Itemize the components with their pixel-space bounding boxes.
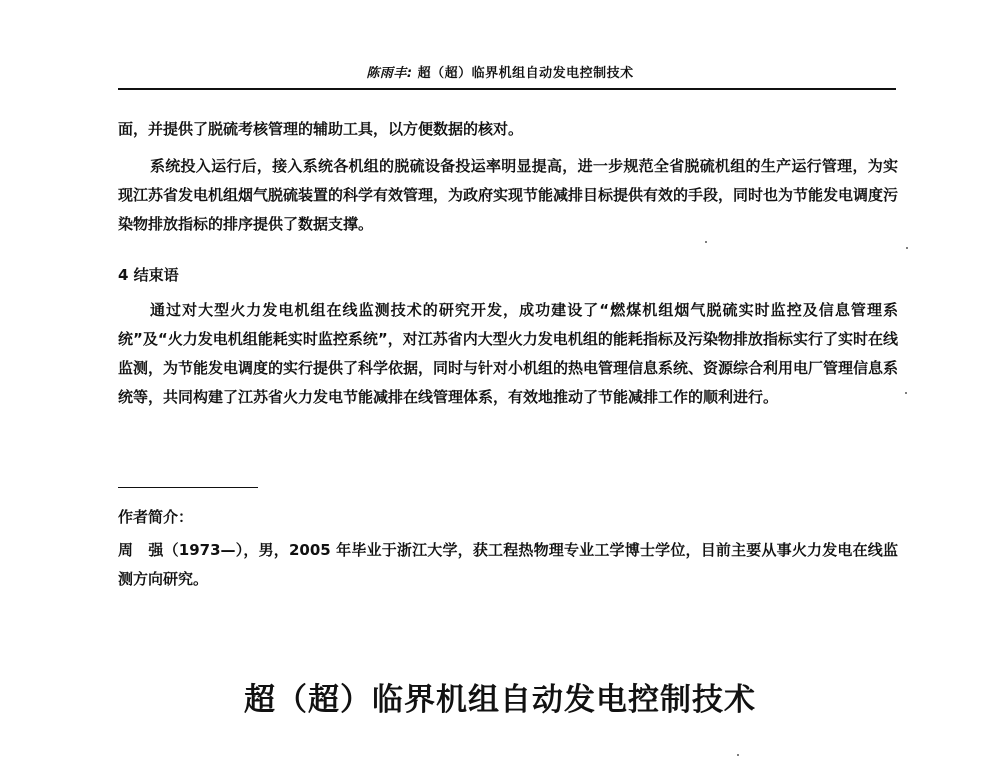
header-rule	[118, 88, 896, 90]
scan-speck	[705, 241, 707, 243]
header-author: 陈雨丰:	[366, 66, 413, 81]
next-article-title: 超（超）临界机组自动发电控制技术	[244, 682, 756, 718]
scan-speck	[905, 392, 907, 394]
section-heading-conclusion: 4 结束语	[118, 266, 179, 284]
author-bio-label: 作者简介：	[118, 508, 194, 526]
paragraph-conclusion: 通过对大型火力发电机组在线监测技术的研究开发，成功建设了“燃煤机组烟气脱硫实时监控及信息管理系统”及“火力发电机组能耗实时监控系统”，对江苏省内大型火力发电机组的能耗指标及污染物排放指标实行了实时在线监测，为节能发电调度的实行提供了科学依据，同时与针对小机组的热电管理信息系统、资源综合利用电厂管理信息系统等，共同构建了江苏省火力发电节能减排在线管理体系，有效地推动了节能减排工作的顺利进行。	[118, 301, 899, 406]
scan-speck	[906, 247, 908, 249]
author-bio-text: 周 强（1973—），男，2005 年毕业于浙江大学，获工程热物理专业工学博士学位，目前主要从事火力发电在线监测方向研究。	[118, 541, 898, 588]
footnote-rule	[118, 487, 258, 488]
header-title: 超（超）临界机组自动发电控制技术	[417, 66, 634, 81]
paragraph-system-operation: 系统投入运行后，接入系统各机组的脱硫设备投运率明显提高，进一步规范全省脱硫机组的生产运行管理，为实现江苏省发电机组烟气脱硫装置的科学有效管理，为政府实现节能减排目标提供有效的手段，同时也为节能发电调度污染物排放指标的排序提供了数据支撑。	[118, 157, 899, 233]
scan-speck	[737, 754, 739, 756]
running-header	[0, 62, 1000, 81]
paragraph-continued: 面，并提供了脱硫考核管理的辅助工具，以方便数据的核对。	[118, 120, 524, 138]
